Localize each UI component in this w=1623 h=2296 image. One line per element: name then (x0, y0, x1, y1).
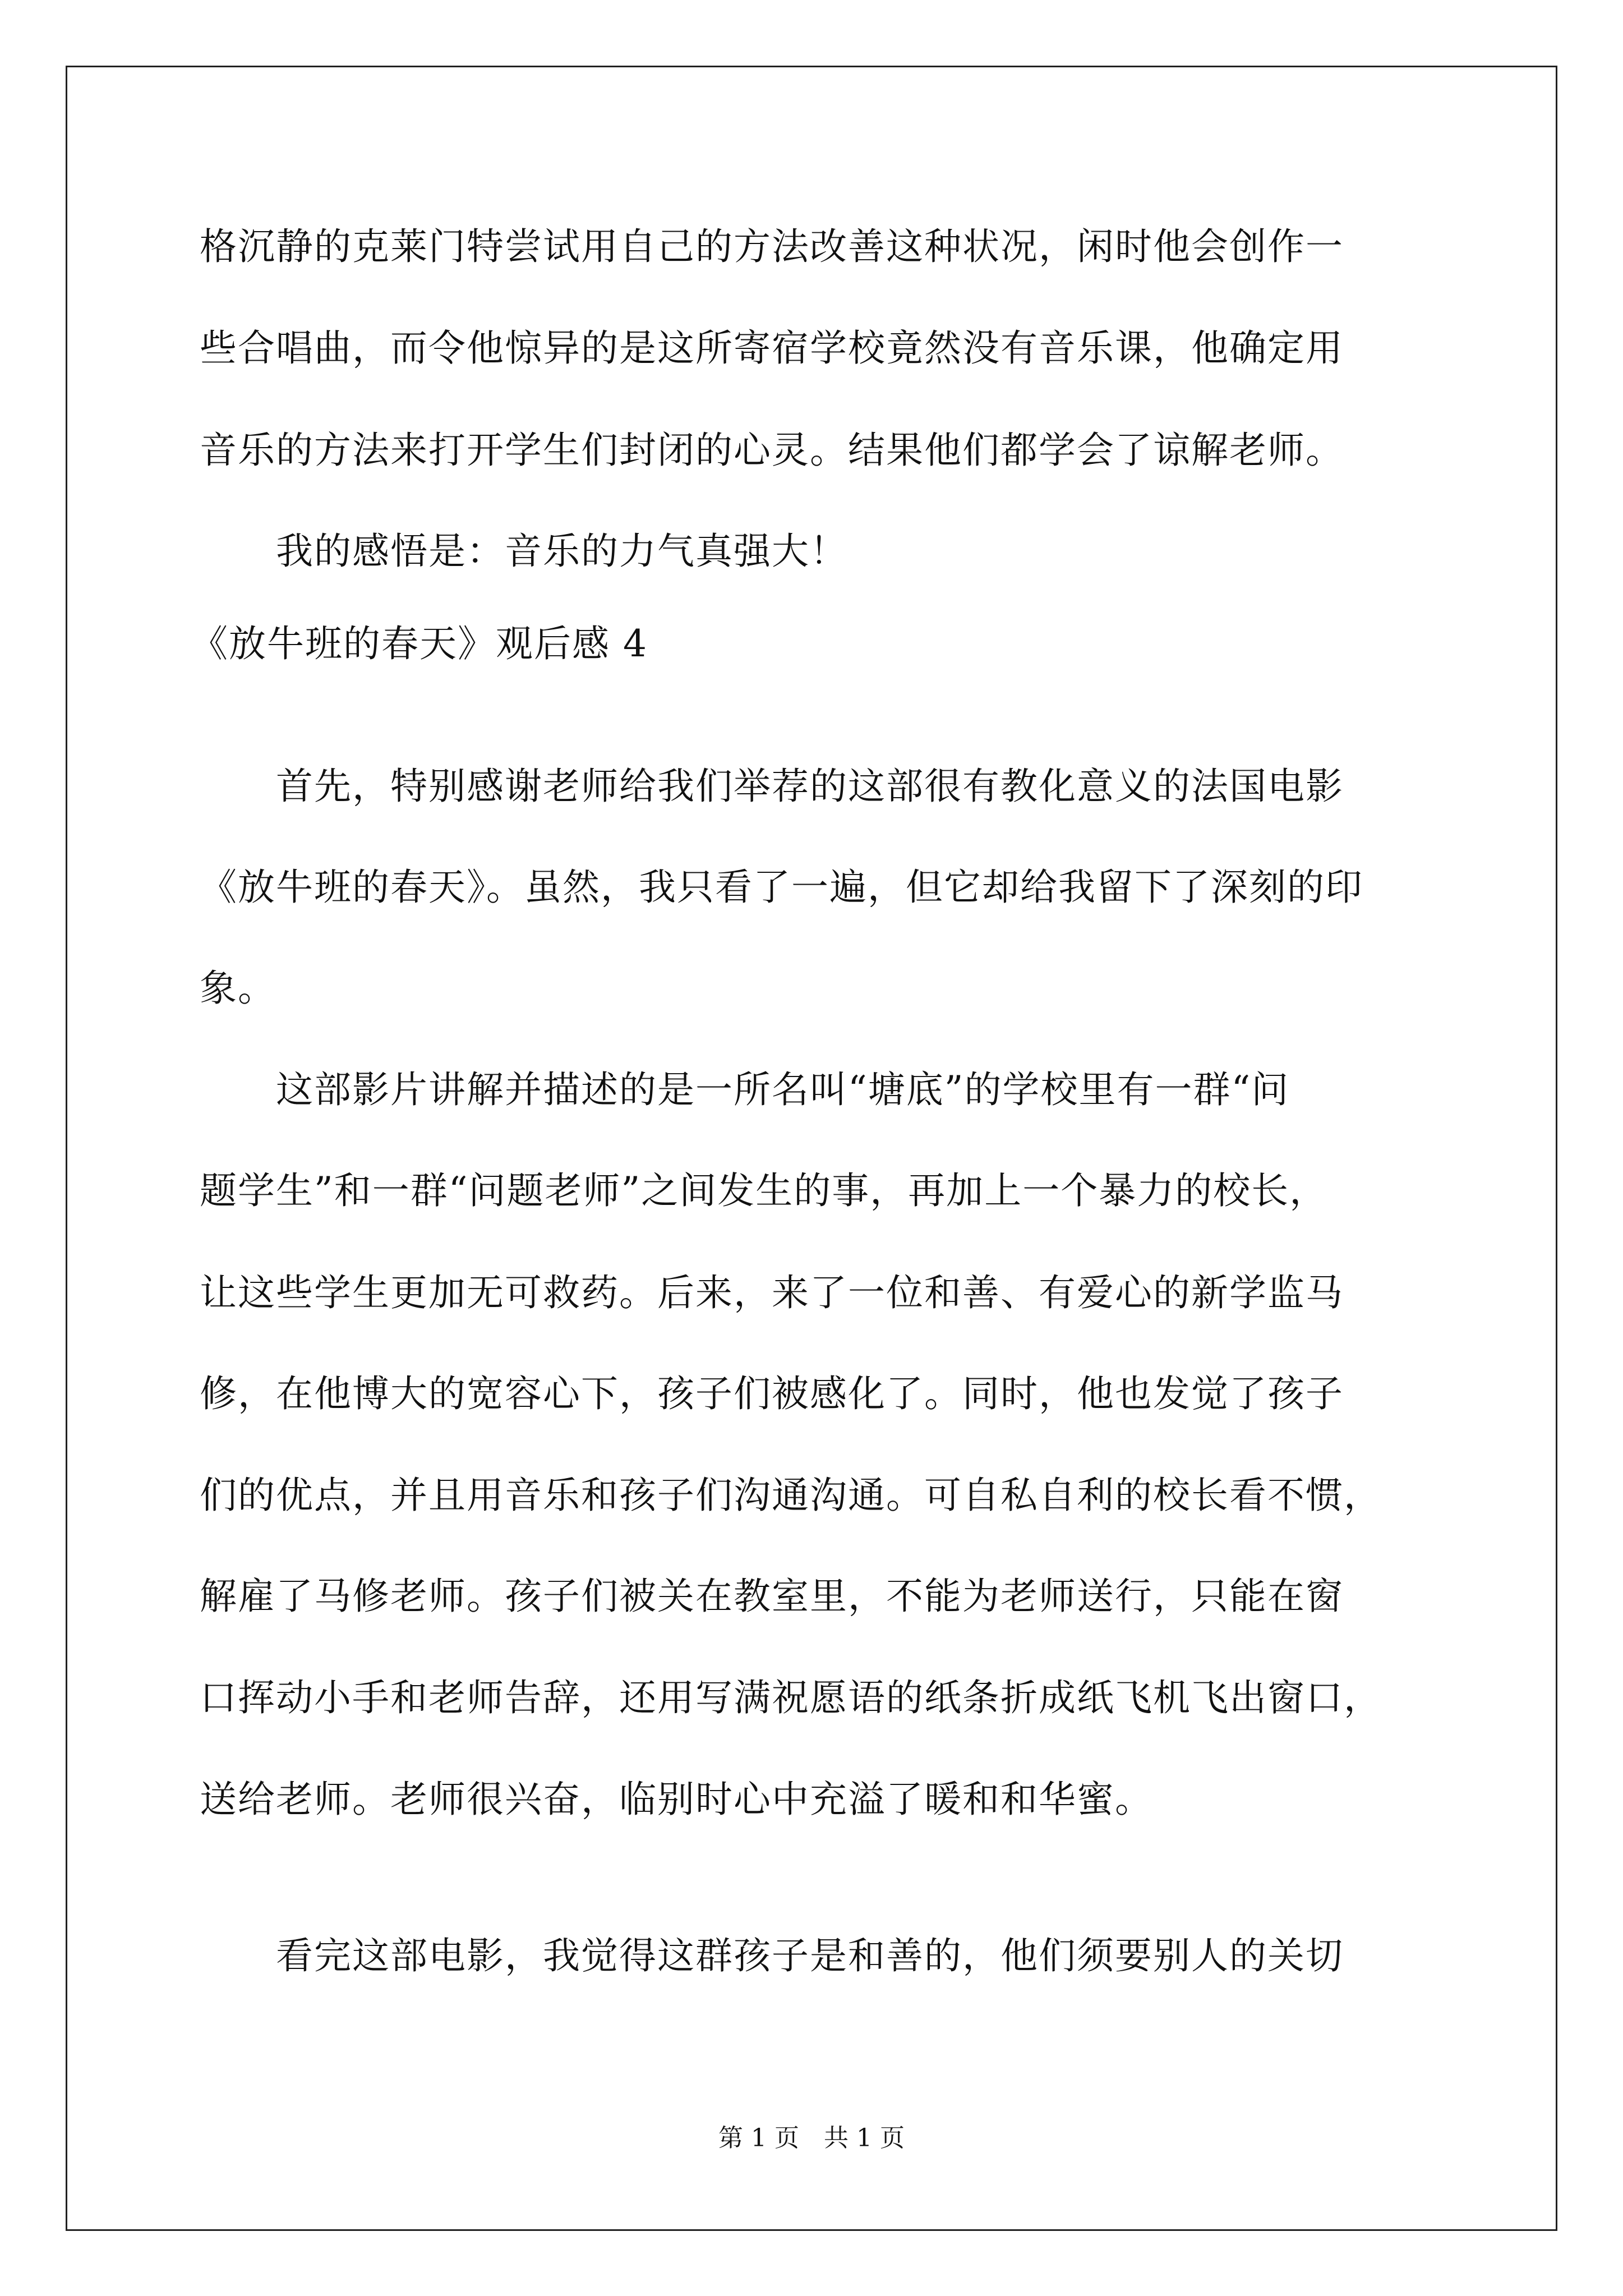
page-number-footer: 第 1 页 共 1 页 (718, 2124, 905, 2152)
text-line: 送给老师。老师很兴奋，临别时心中充溢了暖和和华蜜。 (200, 1778, 1153, 1821)
text-line: 题学生”和一群“问题老师”之间发生的事，再加上一个暴力的校长， (200, 1169, 1328, 1212)
text-line: 格沉静的克莱门特尝试用自己的方法改善这种状况，闲时他会创作一 (200, 225, 1344, 268)
text-line: 修，在他博大的宽容心下，孩子们被感化了。同时，他也发觉了孩子 (200, 1372, 1344, 1415)
text-line: 让这些学生更加无可救药。后来，来了一位和善、有爱心的新学监马 (200, 1271, 1344, 1314)
text-line: 首先，特别感谢老师给我们举荐的这部很有教化意义的法国电影 (200, 765, 1344, 808)
text-line: 象。 (200, 967, 276, 1010)
text-line: 这部影片讲解并描述的是一所名叫“塘底”的学校里有一群“问 (200, 1068, 1290, 1111)
text-line: 看完这部电影，我觉得这群孩子是和善的，他们须要别人的关切 (200, 1934, 1344, 1977)
text-line: 们的优点，并且用音乐和孩子们沟通沟通。可自私自利的校长看不惯， (200, 1474, 1382, 1517)
text-line: 我的感悟是：音乐的力气真强大！ (200, 530, 848, 573)
text-line: 《放牛班的春天》。虽然，我只看了一遍，但它却给我留下了深刻的印 (200, 866, 1363, 909)
text-line: 口挥动小手和老师告辞，还用写满祝愿语的纸条折成纸飞机飞出窗口， (200, 1676, 1382, 1719)
page-border (66, 66, 1557, 2231)
text-line: 音乐的方法来打开学生们封闭的心灵。结果他们都学会了谅解老师。 (200, 429, 1344, 472)
text-line: 些合唱曲，而令他惊异的是这所寄宿学校竟然没有音乐课，他确定用 (200, 326, 1344, 370)
text-line: 解雇了马修老师。孩子们被关在教室里，不能为老师送行，只能在窗 (200, 1575, 1344, 1618)
section-heading: 《放牛班的春天》观后感 4 (191, 622, 648, 665)
